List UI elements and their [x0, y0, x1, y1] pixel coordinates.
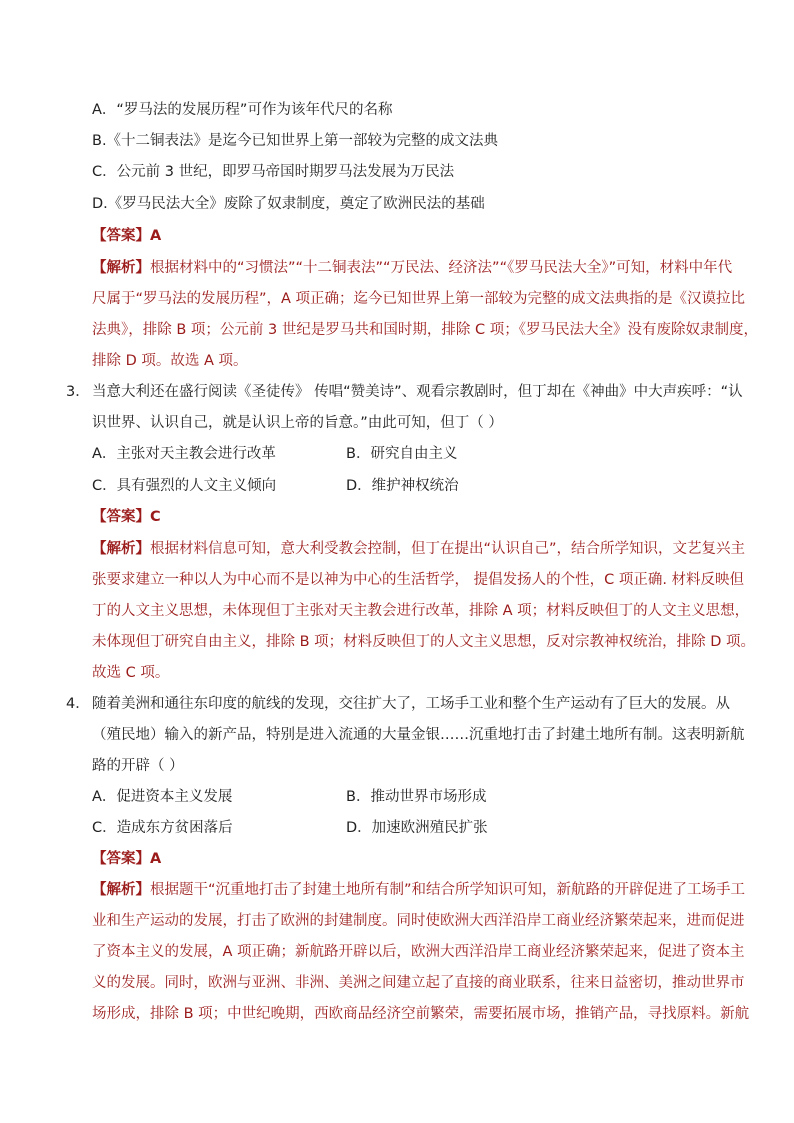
q4-stem-line-3: 路的开辟（ ） [92, 758, 184, 774]
q3-answer [92, 507, 161, 527]
q4-analysis-line-5: 场形成，排除 B 项；中世纪晚期，西欧商品经济空前繁荣，需要拓展市场，推销产品，寻找原料。新航 [92, 1006, 750, 1022]
q2-analysis-line-2: 尺属于“罗马法的发展历程”，A 项正确；迄今已知世界上第一部较为完整的成文法典指的是《汉谟拉比 [92, 291, 746, 307]
analysis-tag: 【解析】 [92, 882, 150, 898]
q4-number: 4． [66, 696, 90, 712]
q3-stem-line-2: 识世界、认识自己，就是认识上帝的旨意。”由此可知，但丁（ ） [92, 415, 503, 431]
q4-analysis-line-4: 义的发展。同时，欧洲与亚洲、非洲、美洲之间建立起了直接的商业联系，往来日益密切，推动世界市 [92, 975, 745, 991]
analysis-tag: 【解析】 [92, 541, 150, 557]
q4-analysis-line-1 [92, 880, 745, 900]
answer-tag: 【答案】 [92, 851, 150, 867]
q2-option-c: C．公元前 3 世纪，即罗马帝国时期罗马法发展为万民法 [92, 164, 455, 180]
q4-option-c: C．造成东方贫困落后 [92, 820, 233, 836]
q3-option-a: A．主张对天主教会进行改革 [92, 446, 276, 462]
q3-option-c: C．具有强烈的人文主义倾向 [92, 478, 277, 494]
q4-analysis-line-3: 了资本主义的发展，A 项正确；新航路开辟以后，欧洲大西洋沿岸工商业经济繁荣起来，促进了资本主 [92, 944, 745, 960]
q2-option-d: D.《罗马民法大全》废除了奴隶制度，奠定了欧洲民法的基础 [92, 196, 485, 212]
analysis-tag: 【解析】 [92, 260, 150, 276]
q3-analysis-line-3: 丁的人文主义思想，未体现但丁主张对天主教会进行改革，排除 A 项；材料反映但丁的人文主义思想， [92, 603, 750, 619]
q2-analysis-line-3: 法典》，排除 B 项；公元前 3 世纪是罗马共和国时期，排除 C 项；《罗马民法大全》没有废除奴隶制度， [92, 322, 758, 338]
q3-option-d: D．维护神权统治 [346, 478, 459, 494]
q4-stem-line-2: （殖民地）输入的新产品，特别是进入流通的大量金银……沉重地打击了封建土地所有制。这表明新航 [92, 727, 745, 743]
q4-answer [92, 849, 161, 869]
answer-tag: 【答案】 [92, 228, 150, 244]
q3-number: 3． [66, 384, 90, 400]
answer-value: A [150, 228, 162, 244]
q3-analysis-line-2: 张要求建立一种以人为中心而不是以神为中心的生活哲学， 提倡发扬人的个性，C 项正确. 材料反映但 [92, 572, 745, 588]
q4-option-a: A．促进资本主义发展 [92, 789, 233, 805]
q3-option-b: B．研究自由主义 [346, 446, 458, 462]
q2-option-b: B.《十二铜表法》是迄今已知世界上第一部较为完整的成文法典 [92, 133, 499, 149]
q4-analysis-line-2: 业和生产运动的发展，打击了欧洲的封建制度。同时使欧洲大西洋沿岸工商业经济繁荣起来，进而促进 [92, 913, 745, 929]
q3-analysis-line-4: 未体现但丁研究自由主义，排除 B 项；材料反映但丁的人文主义思想，反对宗教神权统治，排除 D 项。 [92, 634, 756, 650]
analysis-text: 根据材料信息可知，意大利受教会控制，但丁在提出“认识自己”，结合所学知识，文艺复兴主 [150, 541, 746, 557]
q2-analysis-line-1 [92, 258, 732, 278]
q2-analysis-line-4: 排除 D 项。故选 A 项。 [92, 353, 248, 369]
answer-tag: 【答案】 [92, 509, 150, 525]
q3-stem-line-1: 当意大利还在盛行阅读《圣徒传》 传唱“赞美诗”、观看宗教剧时，但丁却在《神曲》中大声疾呼：“认 [92, 384, 743, 400]
answer-value: A [150, 851, 162, 867]
q2-option-a: A．“罗马法的发展历程”可作为该年代尺的名称 [92, 102, 393, 118]
q3-analysis-line-1 [92, 539, 745, 559]
q3-analysis-line-5: 故选 C 项。 [92, 665, 170, 681]
q2-answer [92, 226, 161, 246]
q4-option-d: D．加速欧洲殖民扩张 [346, 820, 488, 836]
q4-stem-line-1: 随着美洲和通往东印度的航线的发现，交往扩大了，工场手工业和整个生产运动有了巨大的发展。从 [92, 696, 730, 712]
analysis-text: 根据题干“沉重地打击了封建土地所有制”和结合所学知识可知，新航路的开辟促进了工场手工 [150, 882, 746, 898]
answer-value: C [150, 509, 161, 525]
analysis-text: 根据材料中的“习惯法”“十二铜表法”“万民法、经济法”“《罗马民法大全》”可知，材料中年代 [150, 260, 733, 276]
q4-option-b: B．推动世界市场形成 [346, 789, 487, 805]
